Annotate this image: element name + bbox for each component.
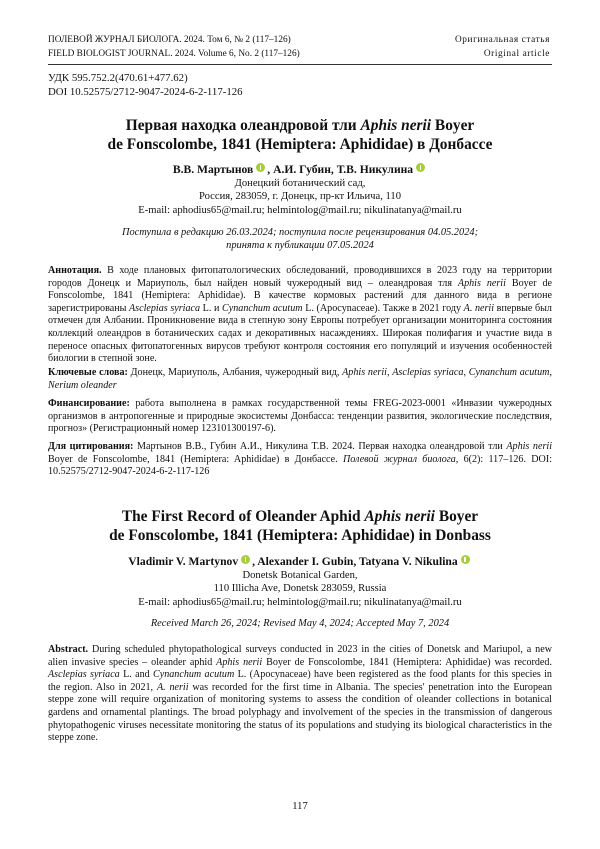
affiliation-ru xyxy=(48,177,552,217)
citation-label: Для цитирования: xyxy=(48,441,134,452)
page-number: 117 xyxy=(292,801,308,812)
species-name: Asclepias syriaca xyxy=(129,302,201,314)
abstract-en-text: Boyer de Fonscolombe, 1841 (Hemiptera: Aphididae) was recorded. xyxy=(262,656,552,668)
header-divider xyxy=(48,64,552,65)
email-en: E-mail: aphodius65@mail.ru; helmintolog@mail.ru; nikulinatanya@mail.ru xyxy=(138,596,462,608)
abstract-en-label: Abstract. xyxy=(48,644,89,655)
affil-en-line1: Donetsk Botanical Garden, xyxy=(242,570,358,581)
citation-ru xyxy=(48,441,552,479)
authors-en xyxy=(48,555,552,569)
keyword-species: Nerium oleander xyxy=(48,379,117,391)
dates-ru-line2: принята к публикации 07.05.2024 xyxy=(226,240,374,252)
abstract-ru-label: Аннотация. xyxy=(48,265,102,276)
article-type-ru: Оригинальная статья xyxy=(454,35,550,45)
udc-code: УДК 595.752.2(470.61+477.62) xyxy=(48,72,188,84)
title-en-text: The First Record of Oleander Aphid xyxy=(121,508,365,525)
author-en-1: Vladimir V. Martynov xyxy=(128,555,239,568)
species-name: Cynanchum acutum xyxy=(153,669,235,681)
affil-en-line2: 110 Illicha Ave, Donetsk 283059, Russia xyxy=(213,583,387,595)
author-ru-1: В.В. Мартынов xyxy=(172,163,254,176)
citation-journal: Полевой журнал биолога xyxy=(342,453,456,465)
funding-ru xyxy=(48,398,552,436)
abstract-en xyxy=(48,644,552,745)
title-ru-text: Первая находка олеандровой тли xyxy=(125,117,361,134)
species-name: A. nerii xyxy=(463,302,495,314)
keyword-species: Asclepias syriaca xyxy=(392,367,464,378)
title-ru-species: Aphis nerii xyxy=(360,117,432,134)
species-name: Aphis nerii xyxy=(216,656,263,668)
author-en-rest: , Alexander I. Gubin, Tatyana V. Nikulina xyxy=(252,555,458,568)
abstract-ru-text: Boyer de Fonscolombe, 1841 (Hemiptera: Aphididae). В качестве кормовых растений для данного вида в регионе зарегистрированы xyxy=(48,277,552,314)
email-ru: E-mail: aphodius65@mail.ru; helmintolog@mail.ru; nikulinatanya@mail.ru xyxy=(138,204,462,216)
title-ru-text-end: Boyer xyxy=(431,117,475,134)
citation-species: Aphis nerii xyxy=(506,441,552,452)
affiliation-en xyxy=(48,569,552,609)
article-type xyxy=(455,34,550,61)
abstract-en-text: was recorded for the first time in Albania. The species' penetration into the European steppe zone will require organization of monitoring systems to assess the condition of oleander collections in botanical gardens and ornamental plantings. The broad polyphagy and involvement of the species in the transmission of dangerous phytopathogenic viruses necessitate monitoring the status of its populations and studying its biological characteristics in the steppe zone. xyxy=(48,681,552,744)
abstract-ru-text: L. и xyxy=(200,302,223,314)
keywords-text: Донецк, Мариуполь, Албания, чужеродный вид, xyxy=(127,367,343,378)
species-name: Asclepias syriaca xyxy=(48,669,120,681)
journal-header xyxy=(48,34,300,61)
authors-ru xyxy=(48,163,552,177)
abstract-ru-text: L. (Apocynaceae). Также в 2021 году xyxy=(302,302,464,314)
keyword-species: Aphis nerii xyxy=(342,367,387,378)
dates-ru-line1: Поступила в редакцию 26.03.2024; поступила после рецензирования 04.05.2024; xyxy=(121,227,479,238)
abstract-en-text: L. (Apocynaceae) have been registered as the food plants for this species in the region. Also in 2021, xyxy=(48,669,552,693)
title-en-species: Aphis nerii xyxy=(364,508,435,525)
keyword-separator: , xyxy=(463,367,469,378)
keyword-species: Cynanchum acutum xyxy=(468,367,550,378)
title-ru-line1 xyxy=(48,116,552,135)
abstract-ru xyxy=(48,265,552,366)
funding-text: работа выполнена в рамках государственной темы FREG-2023-0001 «Инвазии чужеродных организмов в антропогенные и природные экосистемы Донбасса: тенденции развития, экологические последствия, прогноз» (Регистрационный номер 123101300197-6). xyxy=(48,398,552,435)
dates-en xyxy=(48,617,552,630)
orcid-icon[interactable] xyxy=(256,163,265,172)
dates-ru xyxy=(48,226,552,252)
orcid-icon[interactable] xyxy=(416,163,425,172)
species-name: A. nerii xyxy=(156,681,189,693)
keyword-separator: , xyxy=(549,367,552,378)
abstract-en-text: During scheduled phytopathological surveys conducted in 2023 in the cities of Donetsk and Mariupol, a new alien invasive species – oleander aphid xyxy=(48,644,552,668)
title-ru-line2: de Fonscolombe, 1841 (Hemiptera: Aphididae) в Донбассе xyxy=(107,136,493,153)
title-en-text-end: Boyer xyxy=(434,508,479,525)
journal-header-ru: ПОЛЕВОЙ ЖУРНАЛ БИОЛОГА. 2024. Том 6, № 2 (117–126) xyxy=(48,35,291,45)
affil-ru-line1: Донецкий ботанический сад, xyxy=(234,178,366,189)
author-ru-rest: , А.И. Губин, Т.В. Никулина xyxy=(267,163,414,176)
citation-text: Мартынов В.В., Губин А.И., Никулина Т.В. 2024. Первая находка олеандровой тли xyxy=(133,441,507,452)
doi: DOI 10.52575/2712-9047-2024-6-2-117-126 xyxy=(48,86,243,98)
title-en xyxy=(48,507,552,545)
funding-label: Финансирование: xyxy=(48,398,130,409)
keywords-label: Ключевые слова: xyxy=(48,367,128,378)
species-name: Aphis nerii xyxy=(457,277,506,289)
citation-text: Boyer de Fonscolombe, 1841 (Hemiptera: Aphididae) в Донбассе. xyxy=(48,453,343,465)
species-name: Cynanchum acutum xyxy=(222,302,303,314)
dates-en-line: Received March 26, 2024; Revised May 4, 2024; Accepted May 7, 2024 xyxy=(150,618,450,629)
journal-header-en: FIELD BIOLOGIST JOURNAL. 2024. Volume 6, No. 2 (117–126) xyxy=(48,48,300,59)
identifiers xyxy=(48,71,243,99)
keywords-ru xyxy=(48,367,552,392)
title-ru xyxy=(48,116,552,154)
abstract-ru-text: впервые был отмечен для Албании. Проникновение вида в степную зону Европы потребует организации мониторинга состояния коллекций олеандров в ботанических садах и декоративных насаждениях. Широкая полифагия и участие вида в переносе опасных фитопатогенных вирусов требуют контроля состояния его популяций и изучения особенностей биологии в степной зоне. xyxy=(48,302,552,365)
citation-doi: , 6(2): 117–126. DOI: 10.52575/2712-9047-2024-6-2-117-126 xyxy=(48,453,553,478)
affil-ru-line2: Россия, 283059, г. Донецк, пр-кт Ильича, 110 xyxy=(198,191,401,203)
abstract-ru-text: В ходе плановых фитопатологических обследований, проводившихся в 2023 году на территории городов Донецк и Мариуполь, был найден новый чужеродный вид – олеандровая тля xyxy=(48,265,552,289)
orcid-icon[interactable] xyxy=(241,555,250,564)
orcid-icon[interactable] xyxy=(461,555,470,564)
title-en-line2: de Fonscolombe, 1841 (Hemiptera: Aphididae) in Donbass xyxy=(109,527,491,544)
title-en-line1 xyxy=(48,507,552,526)
keyword-separator: , xyxy=(386,367,393,378)
article-type-en: Original article xyxy=(483,48,550,59)
abstract-en-text: L. and xyxy=(119,669,153,681)
